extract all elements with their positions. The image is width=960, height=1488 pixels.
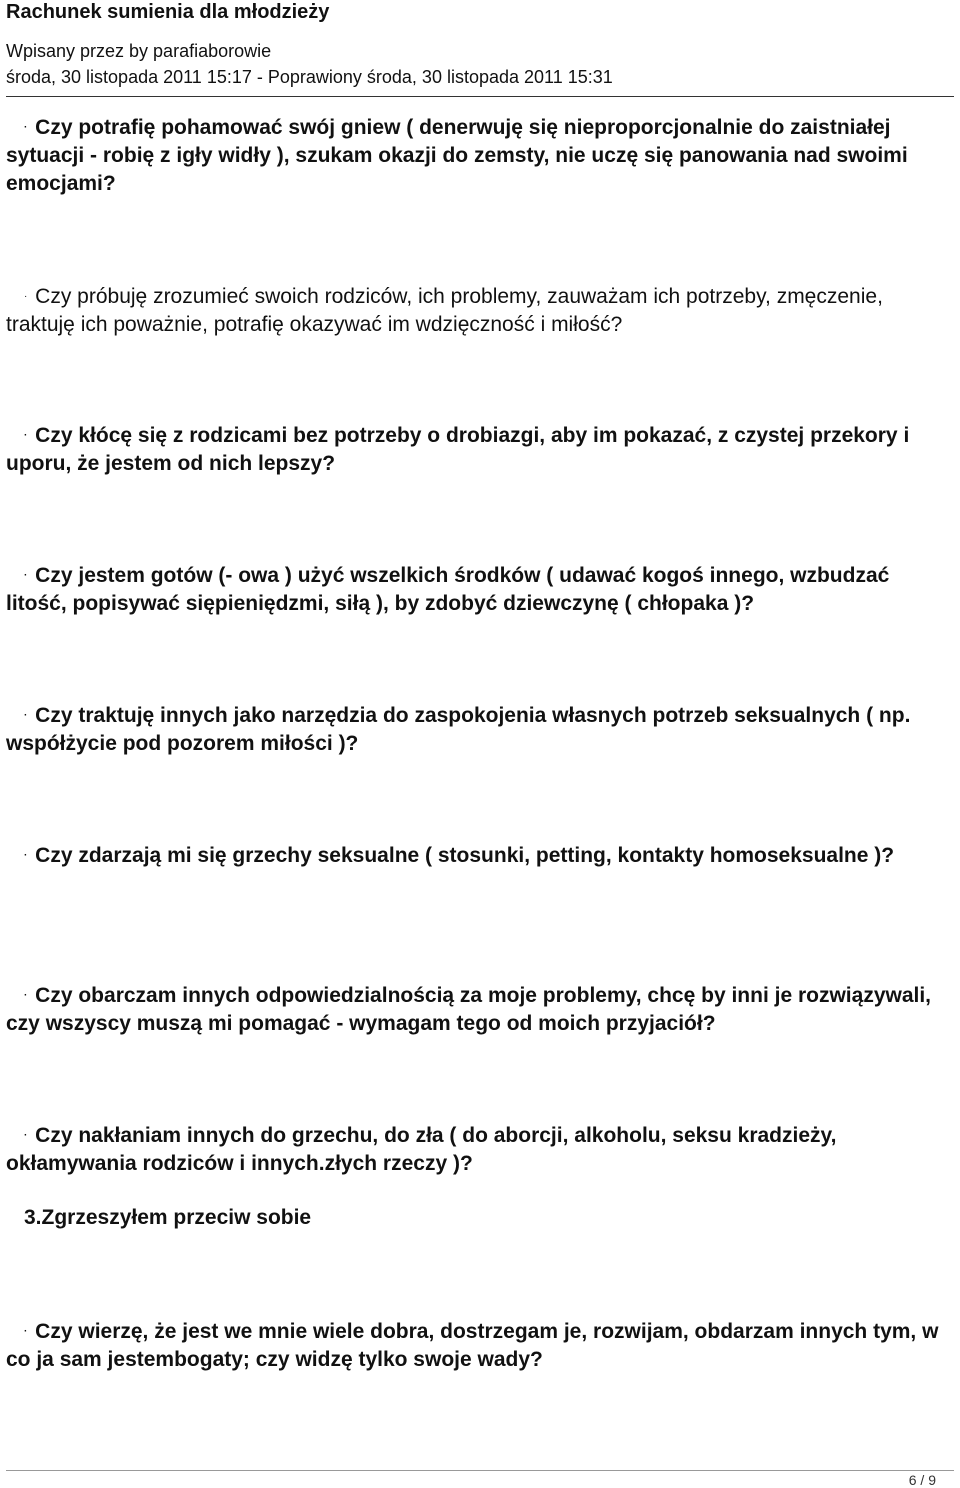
item-text: Czy jestem gotów (- owa ) użyć wszelkich środków ( udawać kogoś innego, wzbudzać litość, popisywać siępieniędzmi, siłą ), by zdobyć dziewczynę ( chłopaka )?	[6, 564, 890, 616]
list-item	[6, 1318, 954, 1374]
list-item	[6, 422, 954, 478]
header-divider	[6, 96, 954, 97]
item-text: Czy zdarzają mi się grzechy seksualne ( stosunki, petting, kontakty homoseksualne )?	[29, 844, 895, 867]
bullet-icon: ·	[24, 122, 28, 134]
list-item	[6, 114, 954, 198]
bullet-icon: ·	[24, 1326, 28, 1338]
list-item	[6, 702, 954, 758]
date-line: środa, 30 listopada 2011 15:17 - Poprawiony środa, 30 listopada 2011 15:31	[6, 67, 613, 87]
item-text: Czy kłócę się z rodzicami bez potrzeby o drobiazgi, aby im pokazać, z czystej przekory i uporu, że jestem od nich lepszy?	[6, 424, 910, 476]
bullet-icon: ·	[24, 570, 28, 582]
item-text: Czy obarczam innych odpowiedzialnością za moje problemy, chcę by inni je rozwiązywali, czy wszyscy muszą mi pomagać - wymagam tego od moich przyjaciół?	[6, 984, 932, 1036]
list-item	[6, 283, 954, 339]
bullet-icon: ·	[24, 850, 28, 862]
item-text: Czy potrafię pohamować swój gniew ( denerwuję się nieproporcjonalnie do zaistniałej sytuacji - robię z igły widły ), szukam okazji do zemsty, nie uczę się panowania nad swoimi emocjami?	[6, 116, 908, 196]
list-item	[6, 982, 954, 1038]
bullet-icon: ·	[24, 1130, 28, 1142]
section-heading: 3.Zgrzeszyłem przeciw sobie	[24, 1206, 312, 1229]
item-text: Czy próbuję zrozumieć swoich rodziców, ich problemy, zauważam ich potrzeby, zmęczenie, traktuję ich poważnie, potrafię okazywać im wdzięczność i miłość?	[6, 285, 883, 337]
item-text: Czy traktuję innych jako narzędzia do zaspokojenia własnych potrzeb seksualnych ( np. współżycie pod pozorem miłości )?	[6, 704, 911, 756]
list-item	[6, 842, 954, 870]
bullet-icon: ·	[24, 291, 28, 303]
bullet-icon: ·	[24, 710, 28, 722]
item-text: Czy wierzę, że jest we mnie wiele dobra, dostrzegam je, rozwijam, obdarzam innych tym, w co ja sam jestembogaty; czy widzę tylko swoje wady?	[6, 1320, 939, 1372]
author-line: Wpisany przez by parafiaborowie	[6, 41, 272, 61]
bullet-icon: ·	[24, 430, 28, 442]
list-item	[6, 1122, 954, 1178]
page-number: 6 / 9	[908, 1472, 936, 1488]
page-title: Rachunek sumienia dla młodzieży	[6, 1, 330, 23]
footer-divider	[6, 1470, 954, 1471]
list-item	[6, 562, 954, 618]
bullet-icon: ·	[24, 990, 28, 1002]
item-text: Czy nakłaniam innych do grzechu, do zła ( do aborcji, alkoholu, seksu kradzieży, okłamywania rodziców i innych.złych rzeczy )?	[6, 1124, 837, 1176]
